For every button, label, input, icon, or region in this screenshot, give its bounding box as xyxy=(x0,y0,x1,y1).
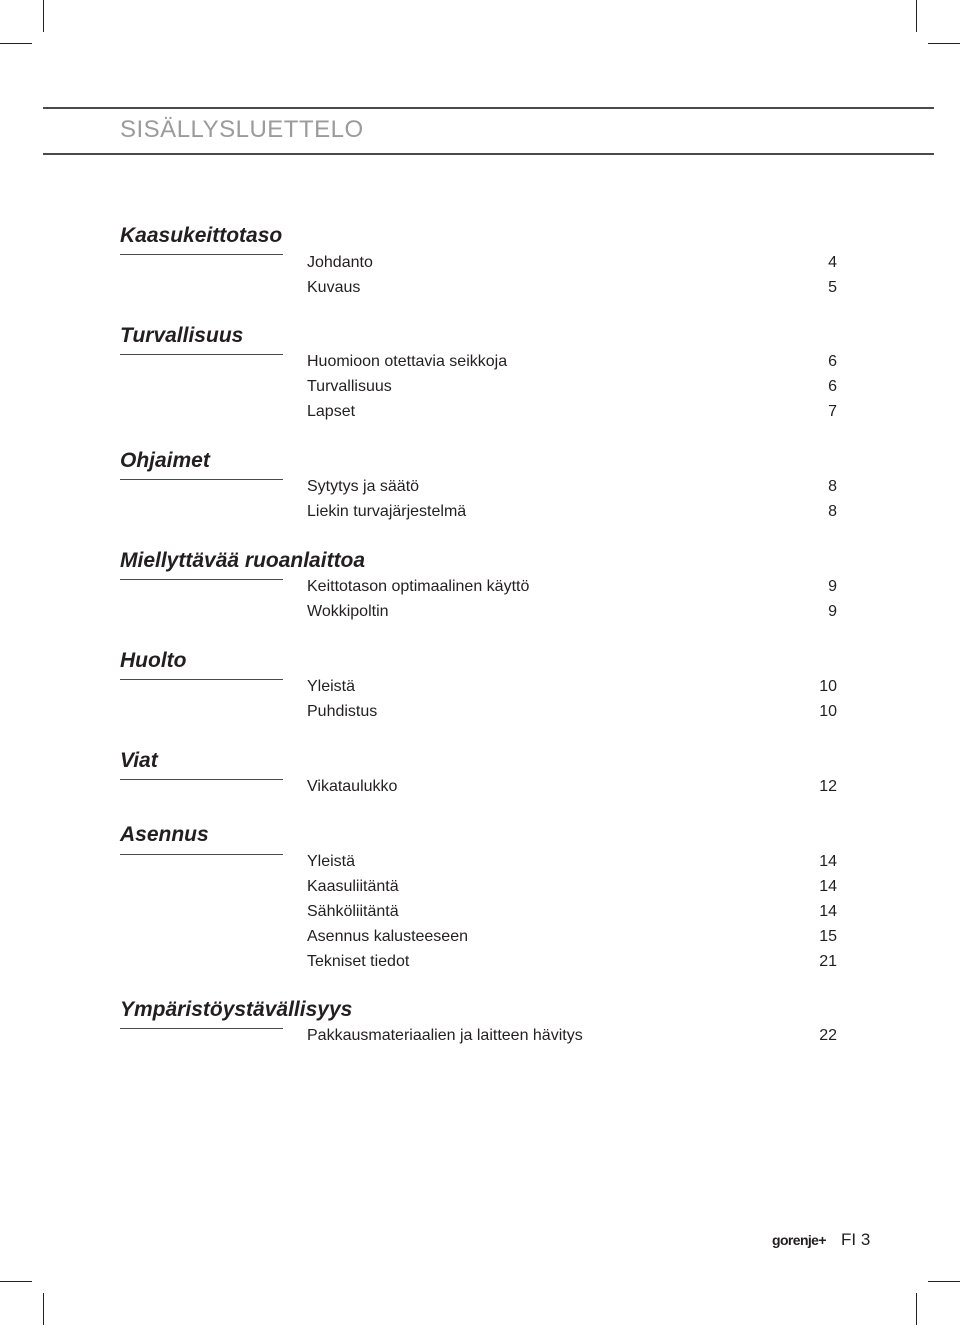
entry-page: 21 xyxy=(819,953,837,970)
crop-mark-bottom-left-vertical xyxy=(43,1293,44,1325)
toc-entry[interactable] xyxy=(307,599,837,624)
entry-page: 14 xyxy=(819,903,837,920)
toc-entry[interactable] xyxy=(307,699,837,724)
toc-entry[interactable] xyxy=(307,374,837,399)
entry-page: 10 xyxy=(819,678,837,695)
toc-entry[interactable] xyxy=(307,574,837,599)
crop-mark-top-left-horizontal xyxy=(0,43,32,44)
entry-label: Kuvaus xyxy=(307,279,361,296)
entry-label: Yleistä xyxy=(307,853,356,870)
toc-entry[interactable] xyxy=(307,949,837,974)
entry-page: 6 xyxy=(828,353,837,370)
entry-label: Yleistä xyxy=(307,678,356,695)
crop-mark-bottom-right-horizontal xyxy=(928,1281,960,1282)
entry-label: Liekin turvajärjestelmä xyxy=(307,503,467,520)
entry-label: Vikataulukko xyxy=(307,778,398,795)
entry-label: Sytytys ja säätö xyxy=(307,478,420,495)
entry-page: 5 xyxy=(828,279,837,296)
toc-entry[interactable] xyxy=(307,774,837,799)
entry-label: Pakkausmateriaalien ja laitteen hävitys xyxy=(307,1027,583,1044)
crop-mark-bottom-right-vertical xyxy=(916,1293,917,1325)
section-title: Asennus xyxy=(120,823,209,846)
toc-entry[interactable] xyxy=(307,399,837,424)
crop-mark-top-left-vertical xyxy=(43,0,44,32)
section-underline xyxy=(120,679,283,680)
section-title: Turvallisuus xyxy=(120,324,244,347)
toc-entry[interactable] xyxy=(307,674,837,699)
page-title: SISÄLLYSLUETTELO xyxy=(120,116,364,143)
section-title: Huolto xyxy=(120,649,187,672)
entry-page: 14 xyxy=(819,878,837,895)
section-title: Viat xyxy=(120,749,158,772)
toc-entry[interactable] xyxy=(307,474,837,499)
toc-entry[interactable] xyxy=(307,874,837,899)
toc-entry[interactable] xyxy=(307,275,837,300)
toc-entry[interactable] xyxy=(307,899,837,924)
toc-entry[interactable] xyxy=(307,849,837,874)
entry-label: Puhdistus xyxy=(307,703,378,720)
section-title: Kaasukeittotaso xyxy=(120,224,283,247)
section-underline xyxy=(120,1028,283,1029)
section-underline xyxy=(120,354,283,355)
entry-page: 14 xyxy=(819,853,837,870)
crop-mark-top-right-horizontal xyxy=(928,43,960,44)
entry-page: 9 xyxy=(828,578,837,595)
toc-entry[interactable] xyxy=(307,499,837,524)
entry-label: Lapset xyxy=(307,403,356,420)
toc-entry[interactable] xyxy=(307,349,837,374)
entry-page: 8 xyxy=(828,478,837,495)
entry-label: Tekniset tiedot xyxy=(307,953,410,970)
entry-page: 8 xyxy=(828,503,837,520)
section-title: Ohjaimet xyxy=(120,449,210,472)
header-rule-bottom xyxy=(43,153,934,155)
entry-page: 22 xyxy=(819,1027,837,1044)
section-underline xyxy=(120,854,283,855)
section-underline xyxy=(120,779,283,780)
section-underline xyxy=(120,579,283,580)
entry-label: Keittotason optimaalinen käyttö xyxy=(307,578,530,595)
entry-label: Johdanto xyxy=(307,254,373,271)
crop-mark-bottom-left-horizontal xyxy=(0,1281,32,1282)
toc-entry[interactable] xyxy=(307,250,837,275)
entry-page: 6 xyxy=(828,378,837,395)
entry-page: 4 xyxy=(828,254,837,271)
toc-entry[interactable] xyxy=(307,924,837,949)
section-underline xyxy=(120,479,283,480)
crop-mark-top-right-vertical xyxy=(916,0,917,32)
entry-label: Huomioon otettavia seikkoja xyxy=(307,353,508,370)
entry-page: 10 xyxy=(819,703,837,720)
entry-label: Turvallisuus xyxy=(307,378,392,395)
entry-label: Sähköliitäntä xyxy=(307,903,399,920)
entry-label: Wokkipoltin xyxy=(307,603,389,620)
toc-entry[interactable] xyxy=(307,1023,837,1048)
entry-label: Asennus kalusteeseen xyxy=(307,928,468,945)
header-rule-top xyxy=(43,107,934,109)
entry-label: Kaasuliitäntä xyxy=(307,878,399,895)
entry-page: 15 xyxy=(819,928,837,945)
page-number: FI 3 xyxy=(841,1230,871,1249)
entry-page: 7 xyxy=(828,403,837,420)
entry-page: 9 xyxy=(828,603,837,620)
brand-logo: gorenje+ xyxy=(772,1232,826,1248)
entry-page: 12 xyxy=(819,778,837,795)
section-title: Miellyttävää ruoanlaittoa xyxy=(120,549,366,572)
section-underline xyxy=(120,254,283,255)
section-title: Ympäristöystävällisyys xyxy=(120,998,353,1021)
